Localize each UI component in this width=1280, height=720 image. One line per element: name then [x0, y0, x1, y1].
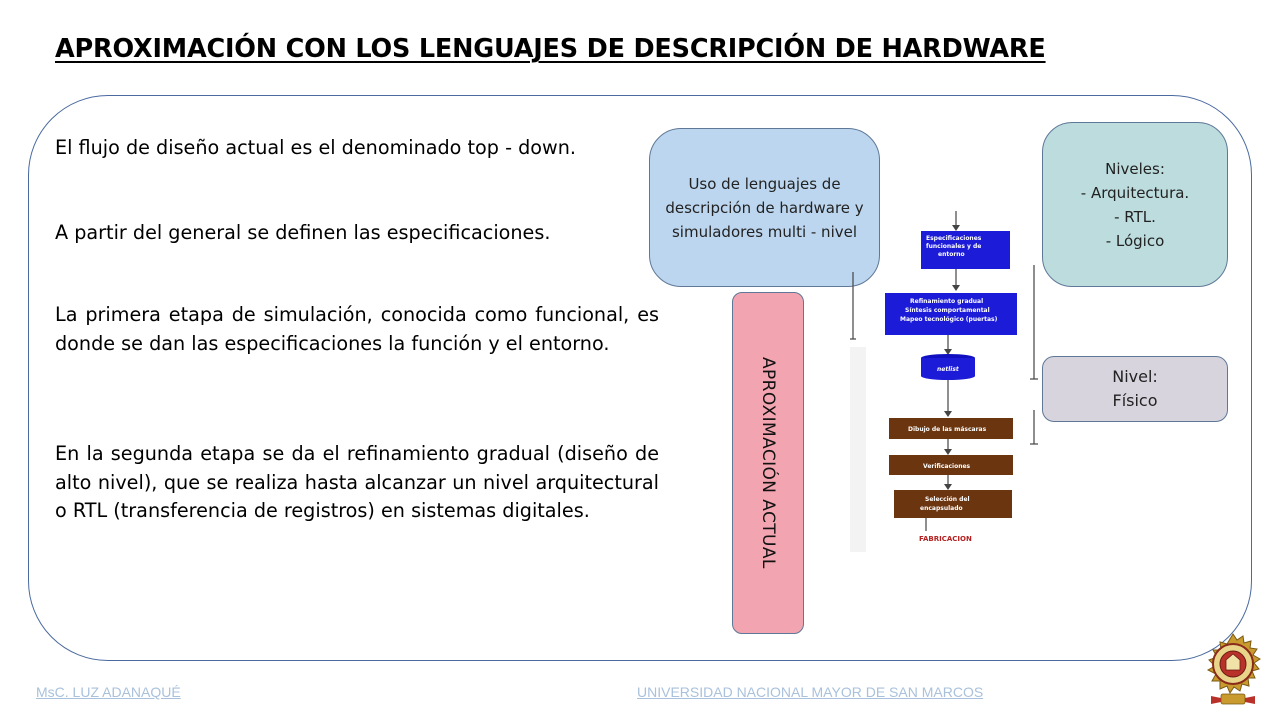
top-arrow-head	[952, 225, 960, 231]
flow-sel-line-1: Selección del	[925, 496, 970, 503]
current-approach-box	[732, 292, 804, 634]
design-flow-diagram	[846, 197, 1046, 557]
flow-sel-line-2: encapsulado	[920, 505, 963, 512]
netlist-cylinder-bottom	[921, 372, 975, 380]
physical-level-box	[1042, 356, 1228, 422]
physical-level-value: Físico	[1112, 391, 1158, 410]
paragraph-top-down: El flujo de diseño actual es el denominado top - down.	[55, 136, 576, 159]
flow-specs-line-1: Especificaciones	[926, 235, 982, 242]
flow-fabricacion-label: FABRICACION	[919, 535, 972, 543]
paragraph-especificaciones: A partir del general se definen las especificaciones.	[55, 221, 551, 244]
flow-specs-line-2: funcionales y de	[926, 243, 982, 250]
paragraph-primera-etapa: La primera etapa de simulación, conocida como funcional, es donde se dan las especificaciones la función y el entorno.	[55, 303, 659, 355]
flow-refine-line-2: Síntesis comportamental	[905, 307, 990, 314]
physical-level-heading: Nivel:	[1112, 367, 1158, 386]
footer-author-link[interactable]: MsC. LUZ ADANAQUÉ	[36, 684, 181, 700]
footer-university-link[interactable]: UNIVERSIDAD NACIONAL MAYOR DE SAN MARCOS	[637, 684, 984, 700]
flow-sel-box	[894, 490, 1012, 518]
netlist-label: netlist	[937, 366, 959, 373]
arrow-verif-sel-head	[944, 484, 952, 490]
level-logico: - Lógico	[1105, 231, 1165, 250]
level-arquitectura: - Arquitectura.	[1080, 183, 1190, 202]
paragraph-segunda-etapa: En la segunda etapa se da el refinamiento gradual (diseño de alto nivel), que se realiza hasta alcanzar un nivel arquitectural o RTL (transferencia de registros) en sistemas digitales.	[55, 442, 659, 522]
levels-heading: Niveles:	[1105, 159, 1165, 178]
hdl-usage-text: Uso de lenguajes de descripción de hardware y simuladores multi - nivel	[665, 174, 864, 241]
levels-box	[1042, 122, 1228, 287]
arrow-dibujo-verif-head	[944, 449, 952, 455]
level-rtl: - RTL.	[1114, 207, 1156, 226]
current-approach-label: APROXIMACIÓN ACTUAL	[758, 357, 778, 569]
university-seal-icon	[1197, 630, 1269, 712]
flow-verif-label: Verificaciones	[923, 463, 971, 470]
flow-specs-line-3: entorno	[938, 251, 965, 258]
left-shadow-strip	[850, 347, 866, 552]
arrow-netlist-dibujo-head	[944, 411, 952, 417]
flow-refine-line-1: Refinamiento gradual	[910, 298, 984, 305]
flow-refine-line-3: Mapeo tecnológico (puertas)	[900, 316, 998, 323]
arrow-specs-refine-head	[952, 285, 960, 291]
page-title: APROXIMACIÓN CON LOS LENGUAJES DE DESCRIPCIÓN DE HARDWARE	[55, 34, 1046, 64]
levels-list	[1081, 157, 1189, 253]
flow-dibujo-label: Dibujo de las máscaras	[908, 426, 987, 433]
